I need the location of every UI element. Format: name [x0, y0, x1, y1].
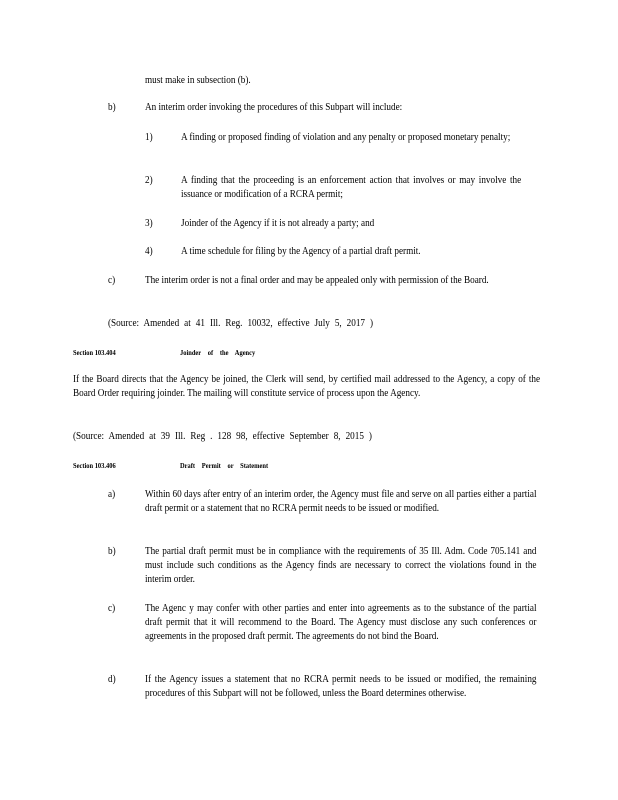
section-406-item-c-label: c) [108, 603, 116, 614]
section-406-item-a-label: a) [108, 489, 116, 500]
subsection-c-text: The interim order is not a final order and may be appealed only with permission of the Board. [145, 275, 489, 286]
section-406-item-b-text: The partial draft permit must be in compliance with the requirements of 35 Ill. Adm. Code 705.141 and must include such conditions as the Agency finds are necessary to correct the violations found in the interim order. [145, 546, 537, 585]
continuation-text: must make in subsection (b). [145, 75, 251, 86]
item-1-label: 1) [145, 132, 153, 143]
subsection-b-text: An interim order invoking the procedures of this Subpart will include: [145, 102, 403, 113]
section-404-title: Joinder of the Agency [180, 348, 256, 357]
section-406-item-b-label: b) [108, 546, 116, 557]
section-406-item-a-text: Within 60 days after entry of an interim order, the Agency must file and serve on all parties either a partial draft permit or a statement that no RCRA permit needs to be issued or modified. [145, 489, 537, 514]
item-3-label: 3) [145, 218, 153, 229]
section-406-item-d-text: If the Agency issues a statement that no RCRA permit needs to be issued or modified, the remaining procedures of this Subpart will not be followed, unless the Board determines otherwise. [145, 674, 537, 699]
source-note-2: (Source: Amended at 39 Ill. Reg . 128 98, effective September 8, 2015 ) [73, 431, 372, 442]
section-406-item-d-label: d) [108, 674, 116, 685]
section-406-number: Section 103.406 [73, 461, 116, 470]
subsection-c-label: c) [108, 275, 116, 286]
item-2-text: A finding that the proceeding is an enforcement action that involves or may involve the issuance or modification of a RCRA permit; [181, 175, 522, 200]
section-406-item-c-text: The Agenc y may confer with other parties and enter into agreements as to the substance of the partial draft permit that it will recommend to the Board. The Agency must disclose any such conferences or agreements in the proposed draft permit. The agreements do not bind the Board. [145, 603, 537, 642]
item-1-text: A finding or proposed finding of violation and any penalty or proposed monetary penalty; [181, 132, 511, 143]
section-406-title: Draft Permit or Statement [180, 461, 269, 470]
subsection-b-label: b) [108, 102, 116, 113]
section-404-number: Section 103.404 [73, 348, 116, 357]
source-note-1: (Source: Amended at 41 Ill. Reg. 10032, effective July 5, 2017 ) [108, 318, 374, 329]
item-4-text: A time schedule for filing by the Agency of a partial draft permit. [181, 246, 421, 257]
item-4-label: 4) [145, 246, 153, 257]
item-2-label: 2) [145, 175, 153, 186]
item-3-text: Joinder of the Agency if it is not already a party; and [181, 218, 375, 229]
section-404-body: If the Board directs that the Agency be joined, the Clerk will send, by certified mail addressed to the Agency, a copy of the Board Order requiring joinder. The mailing will constitute service of process upon the Agency. [73, 374, 541, 399]
